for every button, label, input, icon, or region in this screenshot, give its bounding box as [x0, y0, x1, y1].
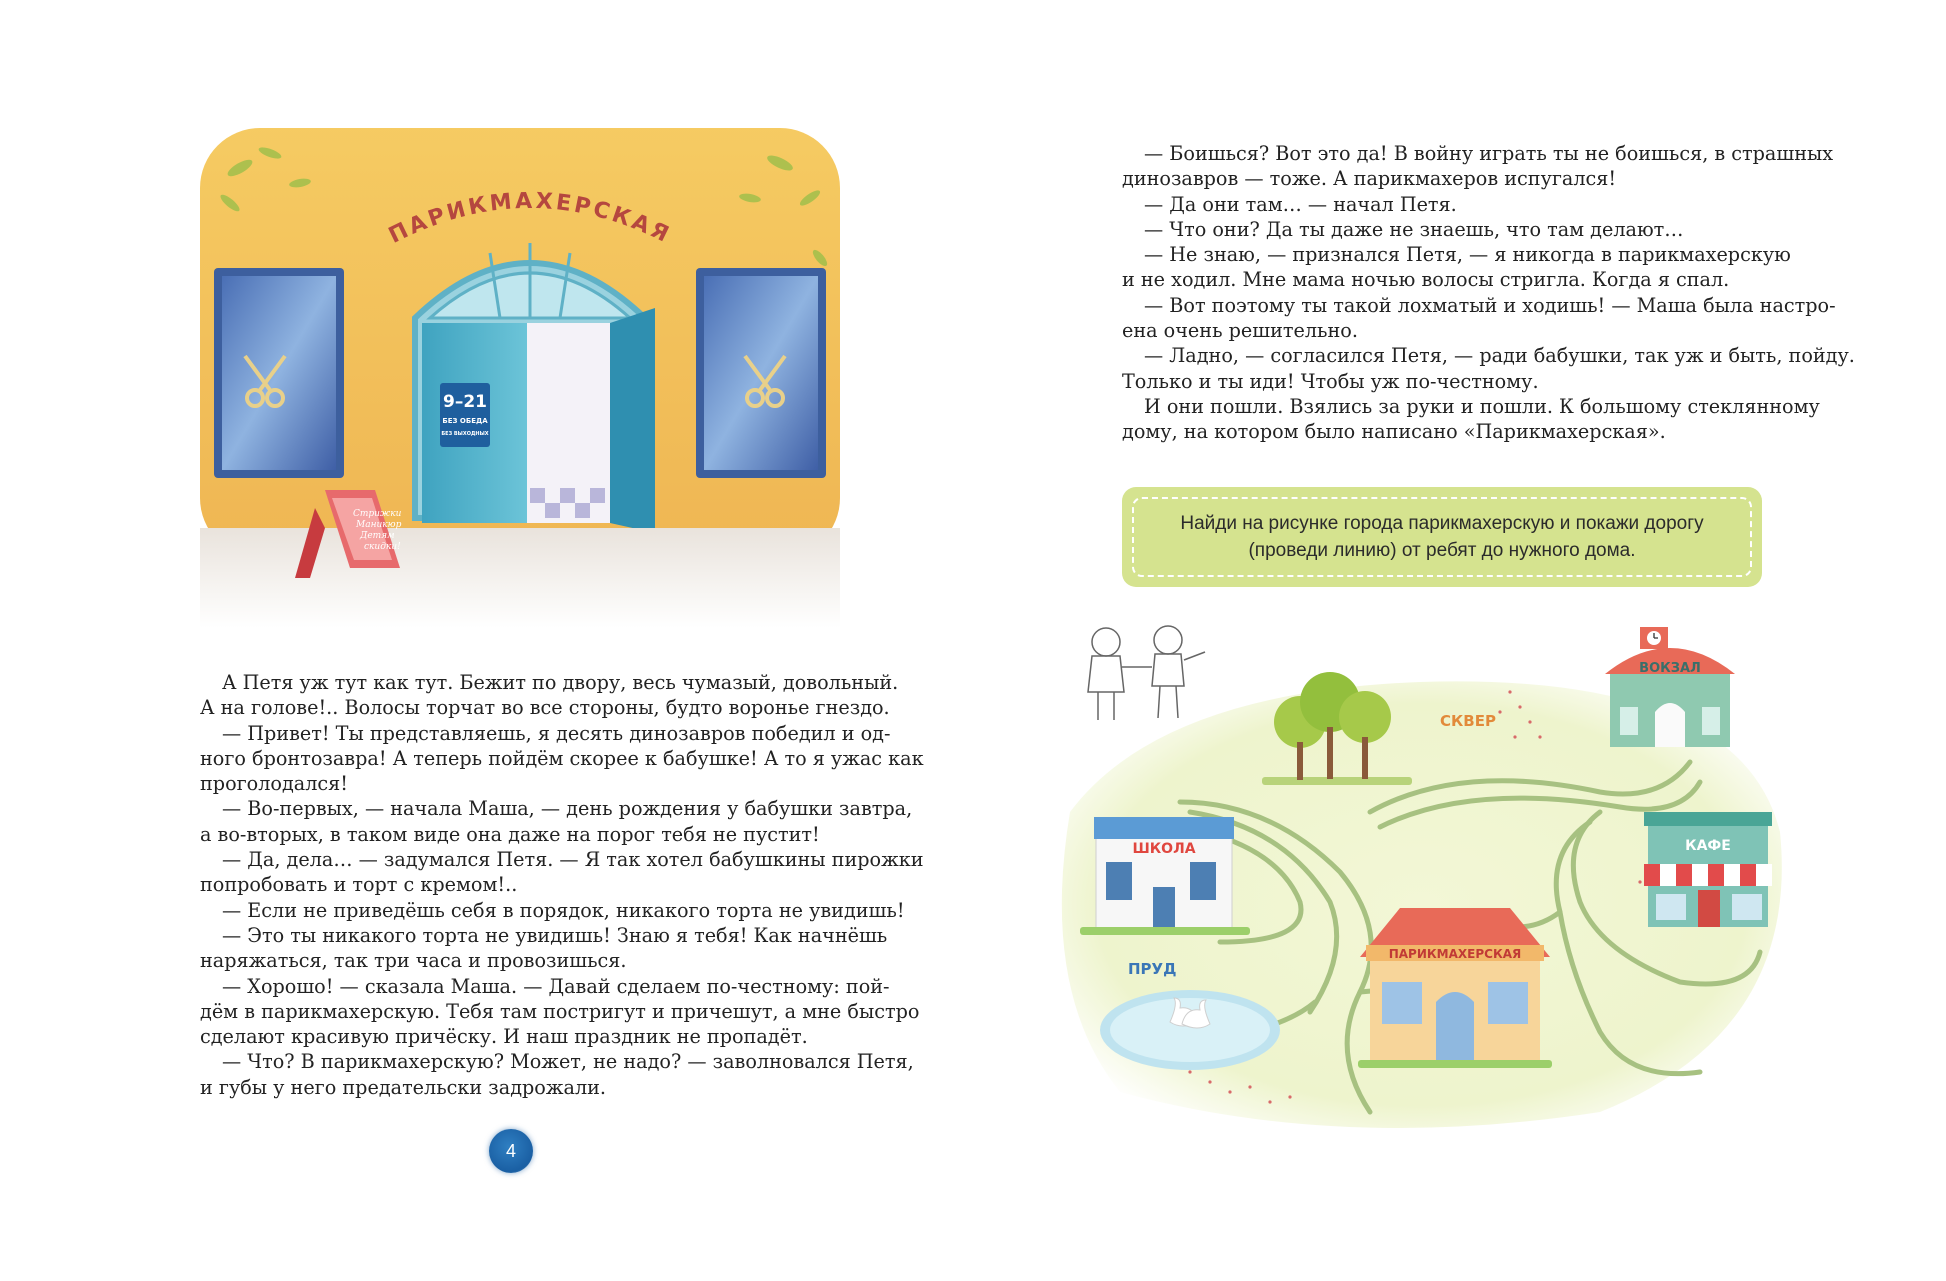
paragraph: попробовать и торт с кремом!.. — [200, 873, 518, 897]
paragraph: — Да, дела… — задумался Петя. — Я так хотел бабушкины пирожки — [222, 848, 924, 872]
story-text-right — [1122, 141, 1855, 445]
label-pond: ПРУД — [1128, 960, 1177, 978]
svg-text:Маникюр: Маникюр — [356, 520, 402, 530]
paragraph: а во-вторых, в таком виде она даже на порог тебя не пустит! — [200, 822, 820, 846]
paragraph: и губы у него предательски задрожали. — [200, 1075, 607, 1099]
label-station: ВОКЗАЛ — [1639, 661, 1701, 676]
paragraph: — Не знаю, — признался Петя, — я никогда в парикмахерскую — [1144, 243, 1791, 267]
paragraph: — Вот поэтому ты такой лохматый и ходишь! — Маша была настро- — [1144, 293, 1836, 317]
label-barbershop: ПАРИКМАХЕРСКАЯ — [1388, 947, 1522, 961]
page-number: 4 — [489, 1129, 533, 1173]
paragraph: — Это ты никакого торта не увидишь! Знаю я тебя! Как начнёшь — [222, 923, 888, 947]
hours-line1: БЕЗ ОБЕДА — [442, 417, 488, 425]
paragraph: наряжаться, так три часа и провозишься. — [200, 949, 627, 973]
paragraph: — Что? В парикмахерскую? Может, не надо? — заволновался Петя, — [222, 1050, 914, 1074]
paragraph: — Во-первых, — начала Маша, — день рождения у бабушки завтра, — [222, 797, 913, 821]
school-building — [1080, 817, 1250, 935]
paragraph: проголодался! — [200, 772, 348, 796]
task-box — [1122, 487, 1762, 587]
paragraph: — Да они там… — начал Петя. — [1144, 192, 1457, 216]
cafe-building — [1644, 812, 1772, 927]
kids-drawing — [1088, 626, 1205, 720]
task-line: (проведи линию) от ребят до нужного дома. — [1248, 540, 1636, 561]
label-square: СКВЕР — [1440, 712, 1496, 730]
town-map — [1040, 612, 1800, 1142]
label-school: ШКОЛА — [1132, 841, 1196, 857]
paragraph: — Ладно, — согласился Петя, — ради бабушки, так уж и быть, пойду. — [1144, 344, 1855, 368]
story-text-left — [200, 670, 924, 1100]
label-cafe: КАФЕ — [1685, 838, 1731, 854]
svg-text:Стрижки: Стрижки — [353, 509, 402, 519]
paragraph: динозавров — тоже. А парикмахеров испугался! — [1122, 167, 1617, 191]
paragraph: ного бронтозавра! А теперь пойдём скорее к бабушке! А то я ужас как — [200, 746, 924, 770]
paragraph: А на голове!.. Волосы торчат во все стороны, будто вороньe гнездо. — [200, 696, 890, 720]
barbershop-illustration — [200, 128, 840, 628]
pond — [1100, 990, 1280, 1070]
shop-sign: ПАРИКМАХЕРСКАЯ — [384, 188, 676, 249]
paragraph: — Боишься? Вот это да! В войну играть ты не боишься, в страшных — [1144, 142, 1834, 165]
paragraph: — Привет! Ты представляешь, я десять динозавров победил и од- — [222, 721, 891, 745]
paragraph: И они пошли. Взялись за руки и пошли. К большому стеклянному — [1144, 394, 1820, 418]
hours-big: 9–21 — [443, 392, 487, 412]
paragraph: — Что они? Да ты даже не знаешь, что там делают… — [1144, 217, 1684, 241]
paragraph: сделают красивую причёску. И наш праздник не пропадёт. — [200, 1025, 808, 1049]
hours-line2: БЕЗ ВЫХОДНЫХ — [441, 431, 489, 437]
task-instruction — [1132, 497, 1752, 577]
paragraph: дому, на котором было написано «Парикмахерская». — [1122, 420, 1666, 444]
barbershop-building — [1358, 908, 1552, 1068]
paragraph: Только и ты иди! Чтобы уж по-честному. — [1122, 369, 1539, 393]
paragraph: — Хорошо! — сказала Маша. — Давай сделаем по-честному: пой- — [222, 974, 890, 998]
paragraph: — Если не приведёшь себя в порядок, никакого торта не увидишь! — [222, 898, 905, 922]
svg-text:скидки!: скидки! — [364, 542, 401, 552]
paragraph: дём в парикмахерскую. Тебя там постригут и причешут, а мне быстро — [200, 999, 920, 1023]
paragraph: ена очень решительно. — [1122, 319, 1358, 343]
paragraph: А Петя уж тут как тут. Бежит по двору, весь чумазый, довольный. — [222, 671, 899, 694]
task-line: Найди на рисунке города парикмахерскую и покажи дорогу — [1180, 513, 1704, 534]
svg-text:Детям: Детям — [360, 531, 395, 541]
paragraph: и не ходил. Мне мама ночью волосы стригла. Когда я спал. — [1122, 268, 1730, 292]
station-building — [1605, 627, 1735, 747]
